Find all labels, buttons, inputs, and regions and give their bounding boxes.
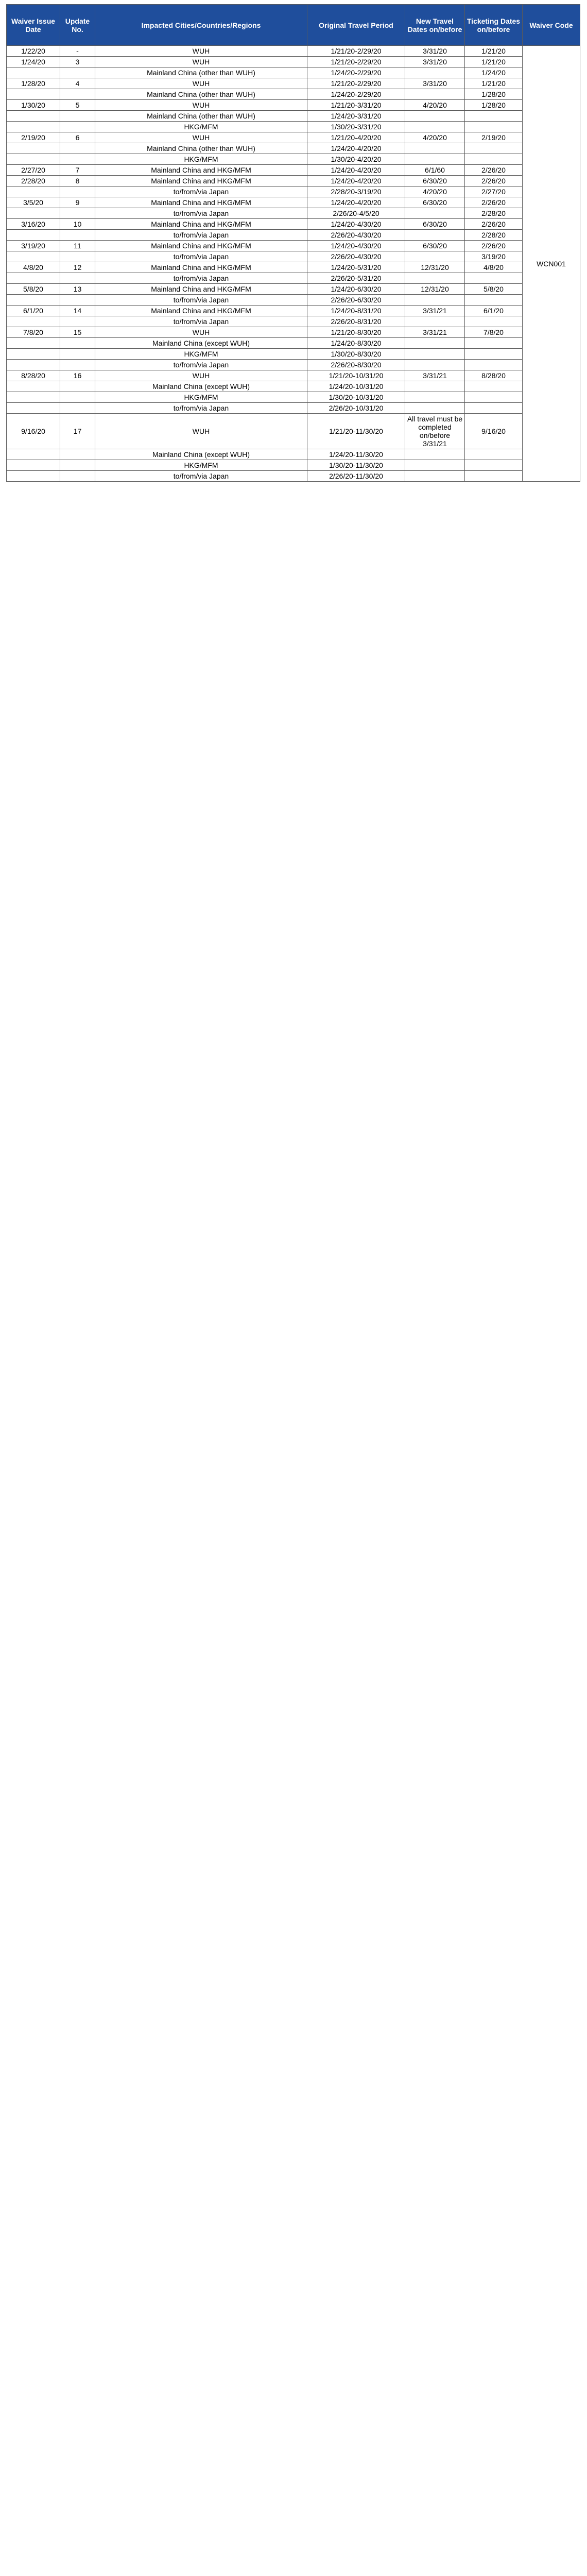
cell-new-travel-date xyxy=(405,67,465,78)
header-travel-period: Original Travel Period xyxy=(307,5,405,46)
cell-travel-period: 1/21/20-2/29/20 xyxy=(307,78,405,89)
cell-cities: HKG/MFM xyxy=(95,460,307,471)
cell-update-no: 11 xyxy=(60,241,95,251)
table-row xyxy=(7,295,580,306)
cell-update-no xyxy=(60,360,95,370)
cell-new-travel-date xyxy=(405,295,465,306)
cell-issue-date: 1/28/20 xyxy=(7,78,60,89)
cell-issue-date: 1/30/20 xyxy=(7,100,60,111)
cell-update-no xyxy=(60,273,95,284)
cell-update-no: 4 xyxy=(60,78,95,89)
cell-issue-date: 2/27/20 xyxy=(7,165,60,176)
cell-issue-date: 2/28/20 xyxy=(7,176,60,187)
cell-new-travel-date: 3/31/20 xyxy=(405,78,465,89)
cell-cities: Mainland China (except WUH) xyxy=(95,338,307,349)
cell-travel-period: 1/21/20-3/31/20 xyxy=(307,100,405,111)
cell-issue-date: 8/28/20 xyxy=(7,370,60,381)
cell-ticketing-date xyxy=(465,111,523,122)
cell-travel-period: 2/26/20-4/30/20 xyxy=(307,230,405,241)
cell-travel-period: 1/21/20-4/20/20 xyxy=(307,132,405,143)
cell-waiver-code: WCN001 xyxy=(523,46,580,482)
header-update-no: Update No. xyxy=(60,5,95,46)
table-row xyxy=(7,370,580,381)
table-row xyxy=(7,67,580,78)
cell-ticketing-date: 3/19/20 xyxy=(465,251,523,262)
cell-update-no xyxy=(60,122,95,132)
cell-ticketing-date xyxy=(465,122,523,132)
cell-ticketing-date: 6/1/20 xyxy=(465,306,523,316)
cell-cities: to/from/via Japan xyxy=(95,360,307,370)
table-row xyxy=(7,414,580,449)
cell-update-no xyxy=(60,111,95,122)
cell-update-no: - xyxy=(60,46,95,57)
cell-new-travel-date: 4/20/20 xyxy=(405,132,465,143)
cell-update-no: 16 xyxy=(60,370,95,381)
cell-ticketing-date xyxy=(465,381,523,392)
table-row xyxy=(7,360,580,370)
cell-update-no xyxy=(60,316,95,327)
cell-travel-period: 1/24/20-4/30/20 xyxy=(307,241,405,251)
cell-cities: HKG/MFM xyxy=(95,154,307,165)
cell-update-no: 15 xyxy=(60,327,95,338)
cell-update-no: 8 xyxy=(60,176,95,187)
cell-issue-date xyxy=(7,316,60,327)
cell-ticketing-date xyxy=(465,460,523,471)
cell-new-travel-date xyxy=(405,349,465,360)
cell-update-no xyxy=(60,187,95,197)
cell-travel-period: 1/24/20-11/30/20 xyxy=(307,449,405,460)
cell-travel-period: 1/24/20-6/30/20 xyxy=(307,284,405,295)
cell-cities: HKG/MFM xyxy=(95,122,307,132)
table-row xyxy=(7,187,580,197)
cell-cities: to/from/via Japan xyxy=(95,208,307,219)
cell-update-no: 9 xyxy=(60,197,95,208)
cell-cities: to/from/via Japan xyxy=(95,273,307,284)
cell-issue-date xyxy=(7,187,60,197)
cell-cities: to/from/via Japan xyxy=(95,251,307,262)
cell-ticketing-date xyxy=(465,392,523,403)
cell-issue-date: 7/8/20 xyxy=(7,327,60,338)
cell-new-travel-date xyxy=(405,230,465,241)
header-issue-date: Waiver Issue Date xyxy=(7,5,60,46)
cell-travel-period: 1/24/20-4/30/20 xyxy=(307,219,405,230)
cell-issue-date: 2/19/20 xyxy=(7,132,60,143)
cell-ticketing-date: 1/28/20 xyxy=(465,89,523,100)
cell-cities: Mainland China and HKG/MFM xyxy=(95,306,307,316)
cell-issue-date: 3/19/20 xyxy=(7,241,60,251)
header-new-dates: New Travel Dates on/before xyxy=(405,5,465,46)
cell-update-no: 17 xyxy=(60,414,95,449)
cell-cities: to/from/via Japan xyxy=(95,187,307,197)
table-row xyxy=(7,154,580,165)
cell-issue-date xyxy=(7,230,60,241)
cell-update-no xyxy=(60,338,95,349)
cell-issue-date xyxy=(7,338,60,349)
cell-new-travel-date xyxy=(405,251,465,262)
cell-cities: Mainland China (other than WUH) xyxy=(95,111,307,122)
cell-issue-date xyxy=(7,403,60,414)
cell-update-no xyxy=(60,230,95,241)
cell-ticketing-date: 8/28/20 xyxy=(465,370,523,381)
table-row xyxy=(7,471,580,482)
cell-ticketing-date: 1/24/20 xyxy=(465,67,523,78)
cell-issue-date xyxy=(7,392,60,403)
table-row xyxy=(7,219,580,230)
cell-new-travel-date: 3/31/20 xyxy=(405,57,465,67)
table-row xyxy=(7,176,580,187)
cell-ticketing-date: 2/26/20 xyxy=(465,197,523,208)
cell-update-no: 12 xyxy=(60,262,95,273)
cell-issue-date xyxy=(7,360,60,370)
cell-new-travel-date xyxy=(405,143,465,154)
cell-new-travel-date: 6/30/20 xyxy=(405,197,465,208)
cell-ticketing-date: 2/26/20 xyxy=(465,241,523,251)
table-header-row xyxy=(7,5,580,46)
cell-travel-period: 1/30/20-8/30/20 xyxy=(307,349,405,360)
cell-new-travel-date xyxy=(405,471,465,482)
cell-issue-date xyxy=(7,349,60,360)
cell-issue-date xyxy=(7,471,60,482)
cell-ticketing-date: 2/26/20 xyxy=(465,176,523,187)
table-row xyxy=(7,381,580,392)
table-row xyxy=(7,338,580,349)
cell-travel-period: 1/24/20-2/29/20 xyxy=(307,67,405,78)
cell-ticketing-date: 5/8/20 xyxy=(465,284,523,295)
table-body xyxy=(7,46,580,482)
cell-issue-date xyxy=(7,67,60,78)
cell-new-travel-date: All travel must be completed on/before 3/31/21 xyxy=(405,414,465,449)
cell-issue-date xyxy=(7,154,60,165)
cell-ticketing-date xyxy=(465,471,523,482)
cell-new-travel-date: 6/1/60 xyxy=(405,165,465,176)
cell-travel-period: 1/30/20-3/31/20 xyxy=(307,122,405,132)
cell-travel-period: 1/30/20-4/20/20 xyxy=(307,154,405,165)
table-row xyxy=(7,57,580,67)
cell-update-no xyxy=(60,67,95,78)
cell-update-no: 6 xyxy=(60,132,95,143)
cell-issue-date xyxy=(7,111,60,122)
cell-travel-period: 1/21/20-10/31/20 xyxy=(307,370,405,381)
cell-ticketing-date: 2/26/20 xyxy=(465,165,523,176)
cell-new-travel-date: 3/31/21 xyxy=(405,327,465,338)
cell-issue-date: 5/8/20 xyxy=(7,284,60,295)
cell-update-no xyxy=(60,154,95,165)
cell-new-travel-date xyxy=(405,381,465,392)
cell-cities: Mainland China (other than WUH) xyxy=(95,67,307,78)
cell-travel-period: 2/26/20-8/31/20 xyxy=(307,316,405,327)
cell-cities: Mainland China (other than WUH) xyxy=(95,143,307,154)
cell-travel-period: 1/24/20-2/29/20 xyxy=(307,89,405,100)
cell-travel-period: 1/24/20-3/31/20 xyxy=(307,111,405,122)
table-row xyxy=(7,78,580,89)
table-row xyxy=(7,132,580,143)
cell-travel-period: 1/24/20-4/20/20 xyxy=(307,197,405,208)
table-row xyxy=(7,262,580,273)
cell-new-travel-date xyxy=(405,403,465,414)
cell-ticketing-date xyxy=(465,403,523,414)
cell-issue-date: 4/8/20 xyxy=(7,262,60,273)
cell-new-travel-date: 6/30/20 xyxy=(405,176,465,187)
cell-issue-date: 1/24/20 xyxy=(7,57,60,67)
cell-update-no xyxy=(60,403,95,414)
cell-issue-date xyxy=(7,122,60,132)
cell-travel-period: 2/26/20-8/30/20 xyxy=(307,360,405,370)
cell-cities: Mainland China and HKG/MFM xyxy=(95,241,307,251)
cell-update-no: 5 xyxy=(60,100,95,111)
cell-ticketing-date xyxy=(465,449,523,460)
cell-ticketing-date: 1/21/20 xyxy=(465,78,523,89)
table-row xyxy=(7,306,580,316)
cell-travel-period: 2/26/20-4/5/20 xyxy=(307,208,405,219)
cell-cities: Mainland China (except WUH) xyxy=(95,449,307,460)
cell-travel-period: 1/21/20-2/29/20 xyxy=(307,57,405,67)
cell-ticketing-date xyxy=(465,360,523,370)
cell-cities: Mainland China and HKG/MFM xyxy=(95,176,307,187)
header-waiver-code: Waiver Code xyxy=(523,5,580,46)
cell-ticketing-date: 2/26/20 xyxy=(465,219,523,230)
cell-new-travel-date: 6/30/20 xyxy=(405,219,465,230)
cell-cities: WUH xyxy=(95,57,307,67)
cell-new-travel-date xyxy=(405,273,465,284)
cell-travel-period: 2/26/20-6/30/20 xyxy=(307,295,405,306)
cell-ticketing-date: 1/21/20 xyxy=(465,57,523,67)
cell-update-no: 7 xyxy=(60,165,95,176)
cell-issue-date xyxy=(7,208,60,219)
cell-update-no xyxy=(60,349,95,360)
cell-cities: HKG/MFM xyxy=(95,349,307,360)
cell-issue-date: 1/22/20 xyxy=(7,46,60,57)
cell-cities: Mainland China and HKG/MFM xyxy=(95,165,307,176)
cell-travel-period: 1/21/20-11/30/20 xyxy=(307,414,405,449)
cell-issue-date xyxy=(7,381,60,392)
table-row xyxy=(7,241,580,251)
cell-new-travel-date xyxy=(405,89,465,100)
cell-update-no: 3 xyxy=(60,57,95,67)
cell-new-travel-date xyxy=(405,360,465,370)
cell-update-no xyxy=(60,392,95,403)
cell-travel-period: 1/24/20-4/20/20 xyxy=(307,176,405,187)
cell-ticketing-date: 1/28/20 xyxy=(465,100,523,111)
cell-travel-period: 1/21/20-8/30/20 xyxy=(307,327,405,338)
cell-new-travel-date xyxy=(405,208,465,219)
cell-new-travel-date: 3/31/21 xyxy=(405,306,465,316)
cell-travel-period: 2/26/20-10/31/20 xyxy=(307,403,405,414)
table-row xyxy=(7,111,580,122)
cell-issue-date: 3/16/20 xyxy=(7,219,60,230)
cell-update-no xyxy=(60,295,95,306)
cell-ticketing-date xyxy=(465,316,523,327)
cell-update-no xyxy=(60,471,95,482)
cell-travel-period: 2/26/20-4/30/20 xyxy=(307,251,405,262)
cell-issue-date xyxy=(7,295,60,306)
cell-travel-period: 2/26/20-11/30/20 xyxy=(307,471,405,482)
cell-cities: Mainland China (other than WUH) xyxy=(95,89,307,100)
table-row xyxy=(7,46,580,57)
cell-ticketing-date: 2/28/20 xyxy=(465,208,523,219)
cell-ticketing-date xyxy=(465,273,523,284)
cell-ticketing-date xyxy=(465,154,523,165)
cell-update-no xyxy=(60,89,95,100)
cell-ticketing-date xyxy=(465,338,523,349)
cell-issue-date xyxy=(7,273,60,284)
cell-new-travel-date xyxy=(405,154,465,165)
cell-update-no xyxy=(60,251,95,262)
cell-issue-date xyxy=(7,89,60,100)
cell-cities: WUH xyxy=(95,100,307,111)
cell-update-no xyxy=(60,460,95,471)
cell-issue-date: 6/1/20 xyxy=(7,306,60,316)
cell-new-travel-date xyxy=(405,316,465,327)
table-row xyxy=(7,100,580,111)
cell-cities: to/from/via Japan xyxy=(95,316,307,327)
cell-cities: WUH xyxy=(95,327,307,338)
table-row xyxy=(7,165,580,176)
table-row xyxy=(7,208,580,219)
cell-update-no: 10 xyxy=(60,219,95,230)
table-row xyxy=(7,230,580,241)
table-row xyxy=(7,327,580,338)
cell-ticketing-date: 2/27/20 xyxy=(465,187,523,197)
table-row xyxy=(7,284,580,295)
cell-update-no xyxy=(60,143,95,154)
cell-cities: HKG/MFM xyxy=(95,392,307,403)
cell-new-travel-date xyxy=(405,338,465,349)
cell-cities: WUH xyxy=(95,46,307,57)
header-cities: Impacted Cities/Countries/Regions xyxy=(95,5,307,46)
cell-issue-date xyxy=(7,251,60,262)
cell-ticketing-date: 2/19/20 xyxy=(465,132,523,143)
cell-travel-period: 1/21/20-2/29/20 xyxy=(307,46,405,57)
cell-update-no: 14 xyxy=(60,306,95,316)
cell-cities: Mainland China (except WUH) xyxy=(95,381,307,392)
header-ticketing-dates: Ticketing Dates on/before xyxy=(465,5,523,46)
cell-cities: to/from/via Japan xyxy=(95,295,307,306)
cell-travel-period: 1/24/20-8/31/20 xyxy=(307,306,405,316)
cell-cities: to/from/via Japan xyxy=(95,230,307,241)
cell-ticketing-date: 1/21/20 xyxy=(465,46,523,57)
cell-cities: WUH xyxy=(95,370,307,381)
cell-travel-period: 1/30/20-11/30/20 xyxy=(307,460,405,471)
cell-new-travel-date xyxy=(405,392,465,403)
cell-cities: Mainland China and HKG/MFM xyxy=(95,219,307,230)
cell-new-travel-date: 4/20/20 xyxy=(405,187,465,197)
cell-issue-date xyxy=(7,460,60,471)
cell-new-travel-date: 12/31/20 xyxy=(405,262,465,273)
cell-issue-date xyxy=(7,449,60,460)
cell-cities: Mainland China and HKG/MFM xyxy=(95,262,307,273)
cell-travel-period: 1/24/20-10/31/20 xyxy=(307,381,405,392)
waiver-table xyxy=(6,4,580,482)
cell-cities: WUH xyxy=(95,414,307,449)
cell-new-travel-date xyxy=(405,122,465,132)
table-row xyxy=(7,349,580,360)
cell-new-travel-date: 4/20/20 xyxy=(405,100,465,111)
table-row xyxy=(7,403,580,414)
cell-ticketing-date: 4/8/20 xyxy=(465,262,523,273)
cell-new-travel-date: 6/30/20 xyxy=(405,241,465,251)
cell-update-no xyxy=(60,208,95,219)
cell-cities: WUH xyxy=(95,132,307,143)
cell-new-travel-date: 12/31/20 xyxy=(405,284,465,295)
table-row xyxy=(7,197,580,208)
table-row xyxy=(7,460,580,471)
cell-issue-date: 3/5/20 xyxy=(7,197,60,208)
cell-travel-period: 1/24/20-4/20/20 xyxy=(307,143,405,154)
table-row xyxy=(7,143,580,154)
cell-new-travel-date: 3/31/21 xyxy=(405,370,465,381)
cell-cities: WUH xyxy=(95,78,307,89)
cell-ticketing-date: 2/28/20 xyxy=(465,230,523,241)
cell-ticketing-date: 7/8/20 xyxy=(465,327,523,338)
cell-travel-period: 1/30/20-10/31/20 xyxy=(307,392,405,403)
cell-ticketing-date xyxy=(465,143,523,154)
cell-new-travel-date: 3/31/20 xyxy=(405,46,465,57)
table-row xyxy=(7,89,580,100)
cell-travel-period: 2/28/20-3/19/20 xyxy=(307,187,405,197)
cell-travel-period: 1/24/20-4/20/20 xyxy=(307,165,405,176)
table-row xyxy=(7,316,580,327)
table-row xyxy=(7,392,580,403)
table-row xyxy=(7,122,580,132)
cell-new-travel-date xyxy=(405,460,465,471)
cell-ticketing-date xyxy=(465,349,523,360)
cell-cities: to/from/via Japan xyxy=(95,403,307,414)
cell-travel-period: 2/26/20-5/31/20 xyxy=(307,273,405,284)
cell-new-travel-date xyxy=(405,449,465,460)
cell-cities: Mainland China and HKG/MFM xyxy=(95,197,307,208)
waiver-table-container xyxy=(0,0,587,482)
cell-update-no xyxy=(60,381,95,392)
table-row xyxy=(7,273,580,284)
table-row xyxy=(7,449,580,460)
cell-ticketing-date xyxy=(465,295,523,306)
cell-cities: to/from/via Japan xyxy=(95,471,307,482)
cell-cities: Mainland China and HKG/MFM xyxy=(95,284,307,295)
cell-issue-date: 9/16/20 xyxy=(7,414,60,449)
cell-travel-period: 1/24/20-8/30/20 xyxy=(307,338,405,349)
cell-update-no xyxy=(60,449,95,460)
cell-new-travel-date xyxy=(405,111,465,122)
cell-issue-date xyxy=(7,143,60,154)
table-row xyxy=(7,251,580,262)
cell-ticketing-date: 9/16/20 xyxy=(465,414,523,449)
cell-update-no: 13 xyxy=(60,284,95,295)
cell-travel-period: 1/24/20-5/31/20 xyxy=(307,262,405,273)
